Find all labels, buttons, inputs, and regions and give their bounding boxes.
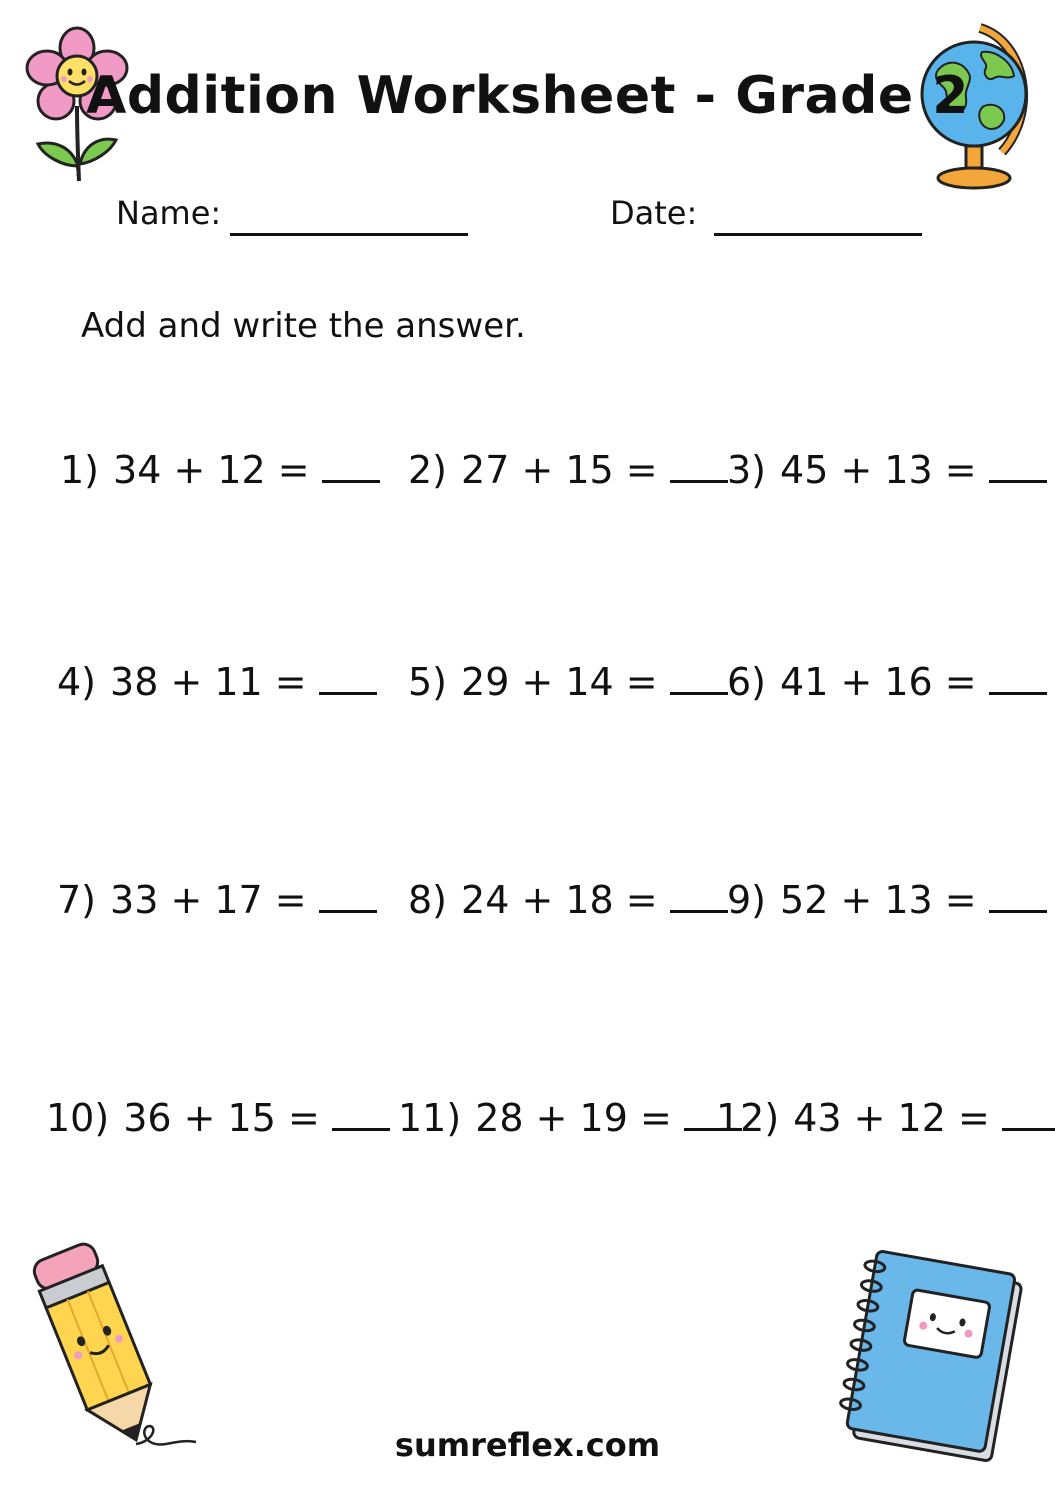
problem-9 [727, 878, 1047, 922]
problem-number: 4) [57, 660, 97, 704]
date-label: Date: [610, 194, 698, 232]
problem-number: 9) [727, 878, 767, 922]
footer-site: sumreflex.com [394, 1426, 661, 1464]
problem-2 [408, 448, 728, 492]
problem-expression: 36 + 15 = [123, 1096, 320, 1140]
problem-4 [57, 660, 377, 704]
answer-blank[interactable] [332, 1096, 390, 1131]
name-label: Name: [116, 194, 222, 232]
problem-expression: 43 + 12 = [793, 1096, 990, 1140]
problem-3 [727, 448, 1047, 492]
answer-blank[interactable] [670, 878, 728, 913]
problem-number: 2) [408, 448, 448, 492]
answer-blank[interactable] [989, 448, 1047, 483]
problem-10 [46, 1096, 390, 1140]
problem-number: 10) [46, 1096, 110, 1140]
problem-expression: 45 + 13 = [780, 448, 977, 492]
problem-number: 11) [398, 1096, 462, 1140]
instruction-text: Add and write the answer. [81, 306, 526, 346]
problem-number: 7) [57, 878, 97, 922]
problem-expression: 38 + 11 = [110, 660, 307, 704]
problem-expression: 33 + 17 = [110, 878, 307, 922]
problem-number: 5) [408, 660, 448, 704]
problem-number: 12) [716, 1096, 780, 1140]
answer-blank[interactable] [319, 660, 377, 695]
problem-expression: 52 + 13 = [780, 878, 977, 922]
problem-5 [408, 660, 728, 704]
problem-number: 3) [727, 448, 767, 492]
problem-expression: 27 + 15 = [461, 448, 658, 492]
page-title: Addition Worksheet - Grade 2 [86, 66, 969, 126]
answer-blank[interactable] [670, 448, 728, 483]
problem-6 [727, 660, 1047, 704]
answer-blank[interactable] [670, 660, 728, 695]
problem-expression: 41 + 16 = [780, 660, 977, 704]
problem-number: 8) [408, 878, 448, 922]
problem-expression: 34 + 12 = [113, 448, 310, 492]
answer-blank[interactable] [989, 660, 1047, 695]
problem-expression: 24 + 18 = [461, 878, 658, 922]
problem-7 [57, 878, 377, 922]
answer-blank[interactable] [1002, 1096, 1055, 1131]
problem-expression: 28 + 19 = [475, 1096, 672, 1140]
name-field[interactable] [230, 233, 468, 236]
answer-blank[interactable] [322, 448, 380, 483]
problem-expression: 29 + 14 = [461, 660, 658, 704]
answer-blank[interactable] [319, 878, 377, 913]
problem-8 [408, 878, 728, 922]
date-field[interactable] [714, 233, 922, 236]
problem-number: 1) [60, 448, 100, 492]
problem-number: 6) [727, 660, 767, 704]
problem-12 [716, 1096, 1055, 1140]
answer-blank[interactable] [989, 878, 1047, 913]
pencil-icon [26, 1236, 202, 1458]
problem-11 [398, 1096, 742, 1140]
problem-1 [60, 448, 380, 492]
